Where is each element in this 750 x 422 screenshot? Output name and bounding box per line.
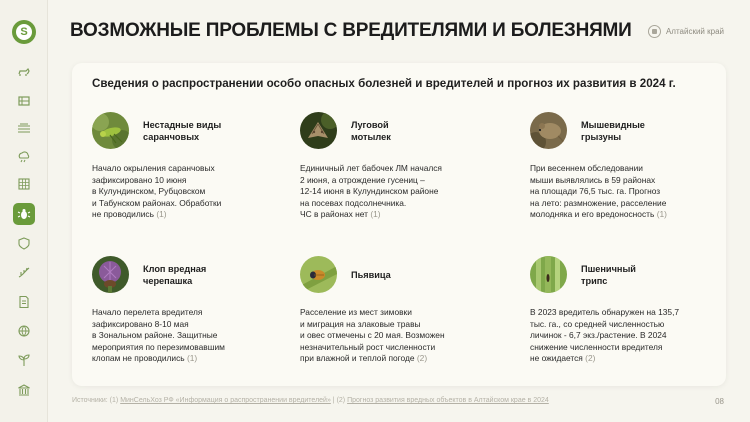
source-link-1[interactable]: МинСельХоз РФ «Информация о распространении вредителей» (120, 397, 331, 404)
sprout-icon[interactable] (14, 350, 34, 370)
crops-icon[interactable] (14, 262, 34, 282)
pest-description: Единичный лет бабочек ЛМ начался 2 июня, а отрождение гусениц – 12-14 июня в Кулундинском районе на посевах подсолнечника. ЧС в районах нет (1) (300, 163, 442, 220)
thrips-image (530, 256, 567, 293)
pest-name: Пьявица (351, 269, 391, 280)
source-link-2[interactable]: Прогноз развития вредных объектов в Алтайском крае в 2024 (347, 397, 549, 404)
pest-name: Пшеничный трипс (581, 263, 636, 286)
source-ref[interactable]: (2) (585, 353, 596, 364)
globe-icon[interactable] (14, 321, 34, 341)
moth-image (300, 112, 337, 149)
pest-name: Мышевидные грызуны (581, 119, 645, 142)
pest-description: Начало перелета вредителя зафиксировано 8-10 мая в Зональном районе. Защитные мероприятия по перезимовавшим клопам не проводились (1) (92, 307, 225, 364)
logo-letter: S (16, 24, 32, 40)
region-emblem-icon (648, 25, 661, 38)
leaf-beetle-image (300, 256, 337, 293)
region-label (648, 25, 724, 38)
sidebar (0, 0, 48, 422)
info-card (72, 63, 726, 386)
pest-item-meadow-moth (300, 112, 490, 221)
pest-name: Нестадные виды саранчовых (143, 119, 222, 142)
sources-prefix: Источники: (1) (72, 397, 121, 404)
sources-footer (72, 397, 549, 404)
page-title: ВОЗМОЖНЫЕ ПРОБЛЕМЫ С ВРЕДИТЕЛЯМИ И БОЛЕЗНЯМИ (70, 20, 632, 41)
region-name: Алтайский край (665, 27, 724, 36)
pest-description: При весеннем обследовании мыши выявлялись в 59 районах на площади 76,5 тыс. га. Прогноз на лето: размножение, расселение молодняка и его вредоносность (1) (530, 163, 667, 220)
source-ref[interactable]: (1) (656, 209, 667, 220)
buildings-icon[interactable] (14, 90, 34, 110)
plant-protection-icon[interactable] (14, 233, 34, 253)
documents-icon[interactable] (14, 292, 34, 312)
sources-separator: | (2) (330, 397, 348, 404)
rodent-image (530, 112, 567, 149)
pest-description: Расселение из мест зимовки и миграция на злаковые травы и овес отмечены с 20 мая. Возможен незначительный рост численности при влажной и теплой погоде (2) (300, 307, 445, 364)
pest-name: Луговой мотылек (351, 119, 391, 142)
pest-item-shield-bug (92, 256, 282, 365)
locust-image (92, 112, 129, 149)
pest-name: Клоп вредная черепашка (143, 263, 207, 286)
shield-bug-image (92, 256, 129, 293)
source-ref[interactable]: (2) (416, 353, 428, 364)
source-ref[interactable]: (1) (186, 353, 198, 364)
weather-icon[interactable] (14, 146, 34, 166)
pest-icon[interactable] (13, 203, 35, 225)
pest-description: В 2023 вредитель обнаружен на 135,7 тыс. га., со средней численностью личинок - 6,7 экз./растение. В 2024 снижение численности вредителя не ожидается (2) (530, 307, 680, 364)
source-ref[interactable]: (1) (156, 209, 167, 220)
logo[interactable] (12, 20, 36, 44)
livestock-icon[interactable] (14, 62, 34, 82)
field-icon[interactable] (14, 118, 34, 138)
grid-icon[interactable] (14, 174, 34, 194)
pest-item-locusts (92, 112, 282, 221)
source-ref[interactable]: (1) (370, 209, 381, 220)
card-title: Сведения о распространении особо опасных болезней и вредителей и прогноз их развития в 2024 г. (92, 77, 676, 90)
pest-item-thrips (530, 256, 720, 365)
page-number: 08 (715, 397, 724, 406)
pest-description: Начало окрыления саранчовых зафиксировано 10 июня в Кулундинском, Рубцовском и Табунском районах. Обработки не проводились (1) (92, 163, 222, 220)
pest-item-leaf-beetle (300, 256, 490, 365)
institution-icon[interactable] (14, 380, 34, 400)
pest-item-rodents (530, 112, 720, 221)
